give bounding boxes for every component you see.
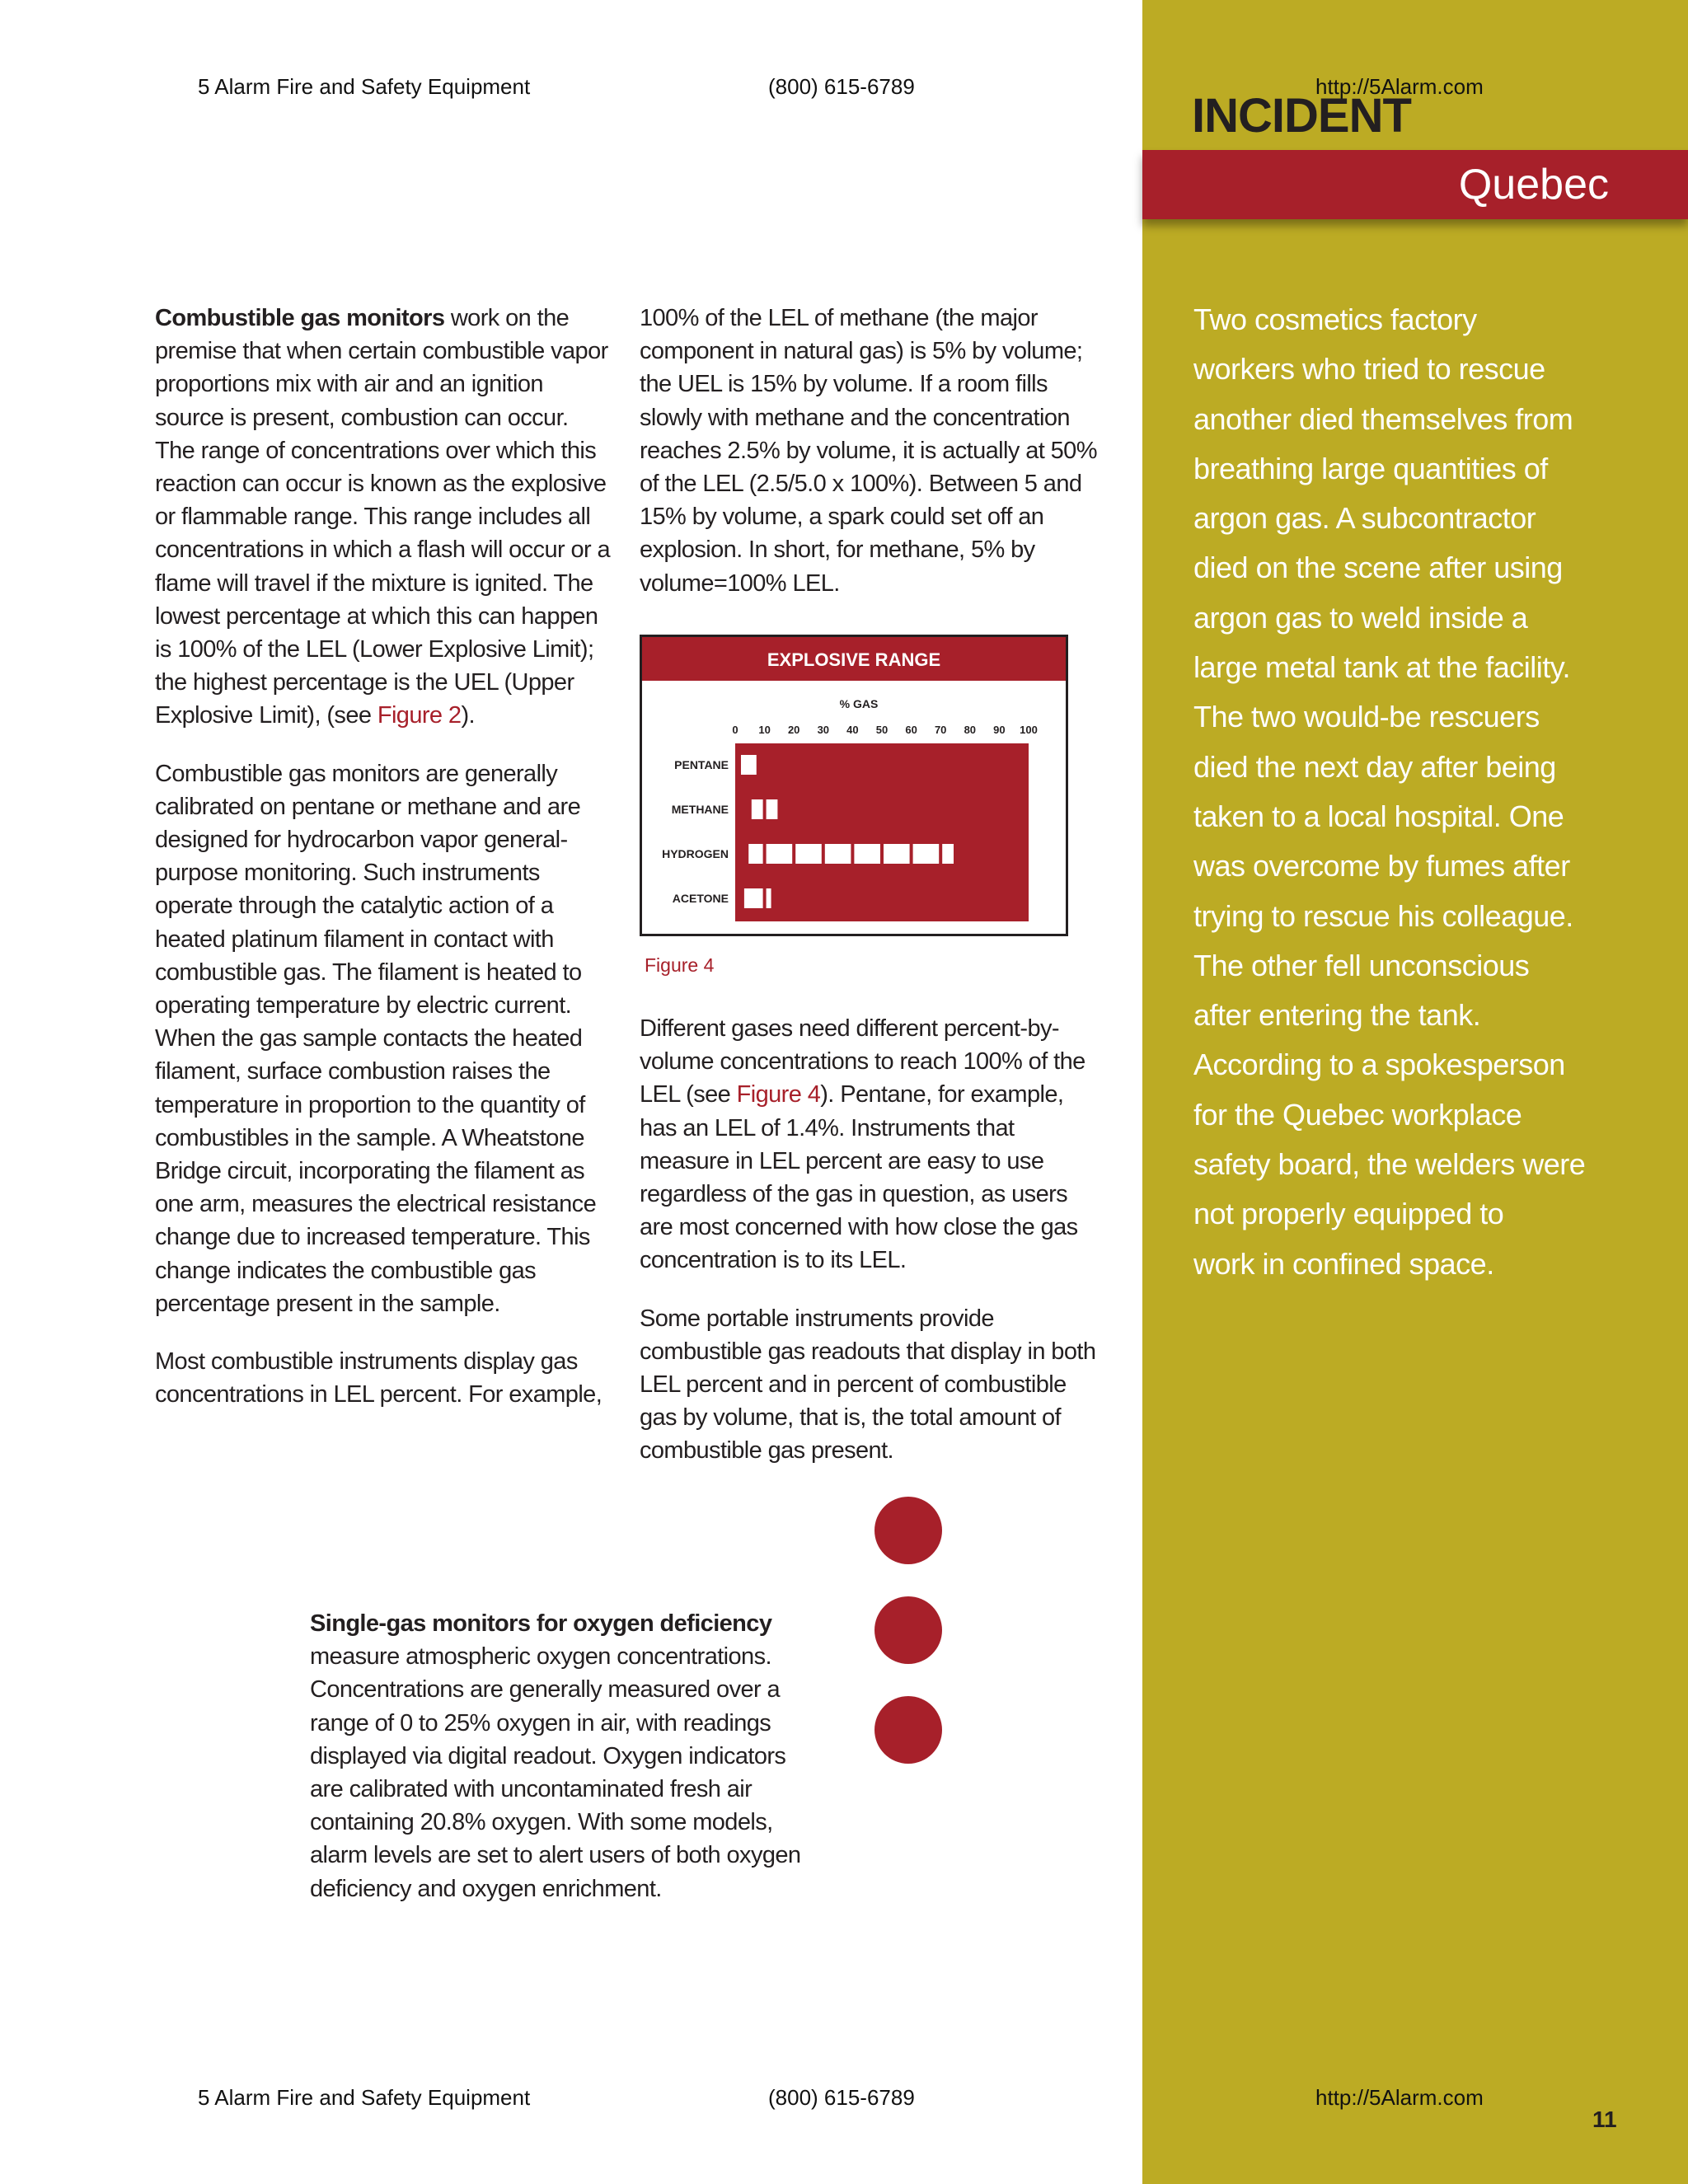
incident-line: died the next day after being bbox=[1193, 749, 1556, 784]
term-combustible-monitors: Combustible gas monitors bbox=[155, 305, 445, 331]
range-segment bbox=[825, 844, 851, 864]
incident-line: was overcome by fumes after bbox=[1193, 849, 1570, 883]
page-number: 11 bbox=[1592, 2107, 1617, 2132]
paragraph-text: ). bbox=[461, 702, 475, 729]
range-segment bbox=[767, 888, 771, 908]
chart-plot-area bbox=[735, 743, 1029, 921]
term-oxygen-monitors: Single-gas monitors for oxygen deficiency bbox=[310, 1610, 772, 1637]
incident-line: breathing large quantities of bbox=[1193, 451, 1548, 485]
x-tick-label: 80 bbox=[964, 724, 977, 736]
range-segment bbox=[767, 844, 793, 864]
category-label-methane: METHANE bbox=[671, 803, 729, 816]
incident-line: after entering the tank. bbox=[1193, 998, 1481, 1033]
chart-x-axis-label: % GAS bbox=[839, 697, 879, 710]
footer-phone: (800) 615-6789 bbox=[768, 2085, 915, 2110]
footer-url[interactable]: http://5Alarm.com bbox=[1315, 2085, 1484, 2110]
incident-heading: INCIDENT bbox=[1192, 89, 1411, 143]
x-tick-label: 70 bbox=[934, 724, 947, 736]
paragraph-oxygen-monitors bbox=[310, 1607, 821, 1905]
x-tick-label: 10 bbox=[758, 724, 771, 736]
paragraph-text: work on the premise that when certain combustible vapor proportions mix with air and an ignition source is present, combustion can occur. The range of concentrations over which this reaction can occur is known as the explosive or flammable range. This range includes all concentrations in which a flash will occur or a flame will travel if the mixture is ignited. The lowest percentage at which this can happen is 100% of the LEL (Lower Explosive Limit); the highest percentage is the UEL (Upper Explosive Limit), (see bbox=[155, 305, 611, 729]
range-segment bbox=[913, 844, 940, 864]
decorative-dot bbox=[874, 1497, 942, 1564]
decorative-dot bbox=[874, 1696, 942, 1764]
paragraph-text: Different gases need different percent-by-volume concentrations to reach 100% of the LEL (see bbox=[640, 1015, 1085, 1108]
article-oxygen-section bbox=[310, 1607, 821, 1930]
range-segment bbox=[744, 888, 763, 908]
figure-4-link[interactable]: Figure 4 bbox=[736, 1081, 821, 1108]
incident-line: taken to a local hospital. One bbox=[1193, 799, 1564, 833]
incident-line: another died themselves from bbox=[1193, 401, 1573, 436]
category-label-pentane: PENTANE bbox=[674, 758, 729, 771]
figure-2-link[interactable]: Figure 2 bbox=[377, 702, 462, 729]
incident-line: argon gas to weld inside a bbox=[1193, 600, 1528, 635]
decorative-dot bbox=[874, 1596, 942, 1664]
article-column-1 bbox=[155, 302, 613, 1436]
incident-line: trying to rescue his colleague. bbox=[1193, 898, 1573, 933]
chart-title: EXPLOSIVE RANGE bbox=[767, 649, 941, 670]
x-tick-label: 50 bbox=[875, 724, 889, 736]
x-tick-label: 30 bbox=[817, 724, 830, 736]
x-tick-label: 0 bbox=[732, 724, 738, 736]
category-label-acetone: ACETONE bbox=[672, 892, 729, 905]
paragraph-text: measure atmospheric oxygen concentrations. Concentrations are generally measured over a range of 0 to 25% oxygen in air, with readings displayed via digital readout. Oxygen indicators are calibrated with uncontaminated fresh air containing 20.8% oxygen. With some models, alarm levels are set to alert users of both oxygen deficiency and oxygen enrichment. bbox=[310, 1643, 801, 1902]
paragraph-lel-display: Most combustible instruments display gas concentrations in LEL percent. For example, bbox=[155, 1348, 603, 1408]
paragraph-methane-lel: 100% of the LEL of methane (the major component in natural gas) is 5% by volume; the UEL is 15% by volume. If a room fills slowly with methane and the concentration reaches 2.5% by volume, it is actually at 50% of the LEL (2.5/5.0 x 100%). Between 5 and 15% by volume, a spark could set off an explosion. In short, for methane, 5% by volume=100% LEL. bbox=[640, 305, 1097, 597]
incident-line: work in confined space. bbox=[1193, 1246, 1494, 1281]
paragraph-combustible-monitors bbox=[155, 302, 613, 733]
x-tick-label: 40 bbox=[846, 724, 859, 736]
article-column-2-lower bbox=[640, 1012, 1098, 1493]
incident-location: Quebec bbox=[1458, 161, 1609, 209]
paragraph-calibration: Combustible gas monitors are generally calibrated on pentane or methane and are designed for hydrocarbon vapor general-purpose monitoring. Such instruments operate through the catalytic action of a heated platinum filament in contact with combustible gas. The filament is heated to operating temperature by electric current. When the gas sample contacts the heated filament, surface combustion raises the temperature in proportion to the quantity of combustibles in the sample. A Wheatstone Bridge circuit, incorporating the filament as one arm, measures the electrical resistance change due to increased temperature. This change indicates the combustible gas percentage present in the sample. bbox=[155, 760, 597, 1317]
incident-line: The other fell unconscious bbox=[1193, 948, 1530, 982]
incident-line: safety board, the welders were bbox=[1193, 1147, 1586, 1182]
x-tick-label: 60 bbox=[905, 724, 917, 736]
incident-line: not properly equipped to bbox=[1193, 1197, 1504, 1231]
range-segment bbox=[854, 844, 880, 864]
category-label-hydrogen: HYDROGEN bbox=[662, 847, 729, 860]
range-bar-acetone bbox=[744, 888, 771, 908]
paragraph-different-gases bbox=[640, 1012, 1098, 1277]
range-segment bbox=[748, 844, 762, 864]
paragraph-portable-instruments: Some portable instruments provide combustible gas readouts that display in both LEL percent and in percent of combustible gas by volume, that is, the total amount of combustible gas present. bbox=[640, 1305, 1096, 1465]
x-tick-label: 20 bbox=[787, 724, 800, 736]
incident-line: argon gas. A subcontractor bbox=[1193, 501, 1536, 536]
header-phone: (800) 615-6789 bbox=[768, 74, 915, 99]
incident-line: Two cosmetics factory bbox=[1193, 302, 1477, 336]
incident-line: large metal tank at the facility. bbox=[1193, 650, 1571, 685]
range-segment bbox=[741, 755, 757, 775]
header-url[interactable]: http://5Alarm.com bbox=[1315, 74, 1484, 99]
explosive-range-chart bbox=[640, 635, 1068, 936]
paragraph-text: ). Pentane, for example, has an LEL of 1.4%. Instruments that measure in LEL percent are easy to use regardless of the gas in question, as users are most concerned with how close the gas concentration is to its LEL. bbox=[640, 1081, 1078, 1274]
range-bar-pentane bbox=[741, 755, 757, 775]
incident-line: died on the scene after using bbox=[1193, 551, 1563, 585]
figure-caption: Figure 4 bbox=[645, 954, 715, 976]
incident-line: According to a spokesperson bbox=[1193, 1047, 1565, 1082]
range-segment bbox=[795, 844, 822, 864]
footer-company: 5 Alarm Fire and Safety Equipment bbox=[198, 2085, 531, 2110]
x-tick-label: 100 bbox=[1020, 724, 1038, 736]
incident-line: The two would-be rescuers bbox=[1193, 700, 1540, 734]
incident-line: workers who tried to rescue bbox=[1193, 352, 1545, 387]
range-segment bbox=[942, 844, 954, 864]
range-segment bbox=[752, 799, 763, 819]
article-column-2 bbox=[640, 302, 1098, 625]
incident-line: for the Quebec workplace bbox=[1193, 1097, 1522, 1132]
range-segment bbox=[767, 799, 778, 819]
header-company: 5 Alarm Fire and Safety Equipment bbox=[198, 74, 531, 99]
x-tick-label: 90 bbox=[993, 724, 1006, 736]
range-segment bbox=[884, 844, 910, 864]
incident-story bbox=[1193, 295, 1655, 1289]
